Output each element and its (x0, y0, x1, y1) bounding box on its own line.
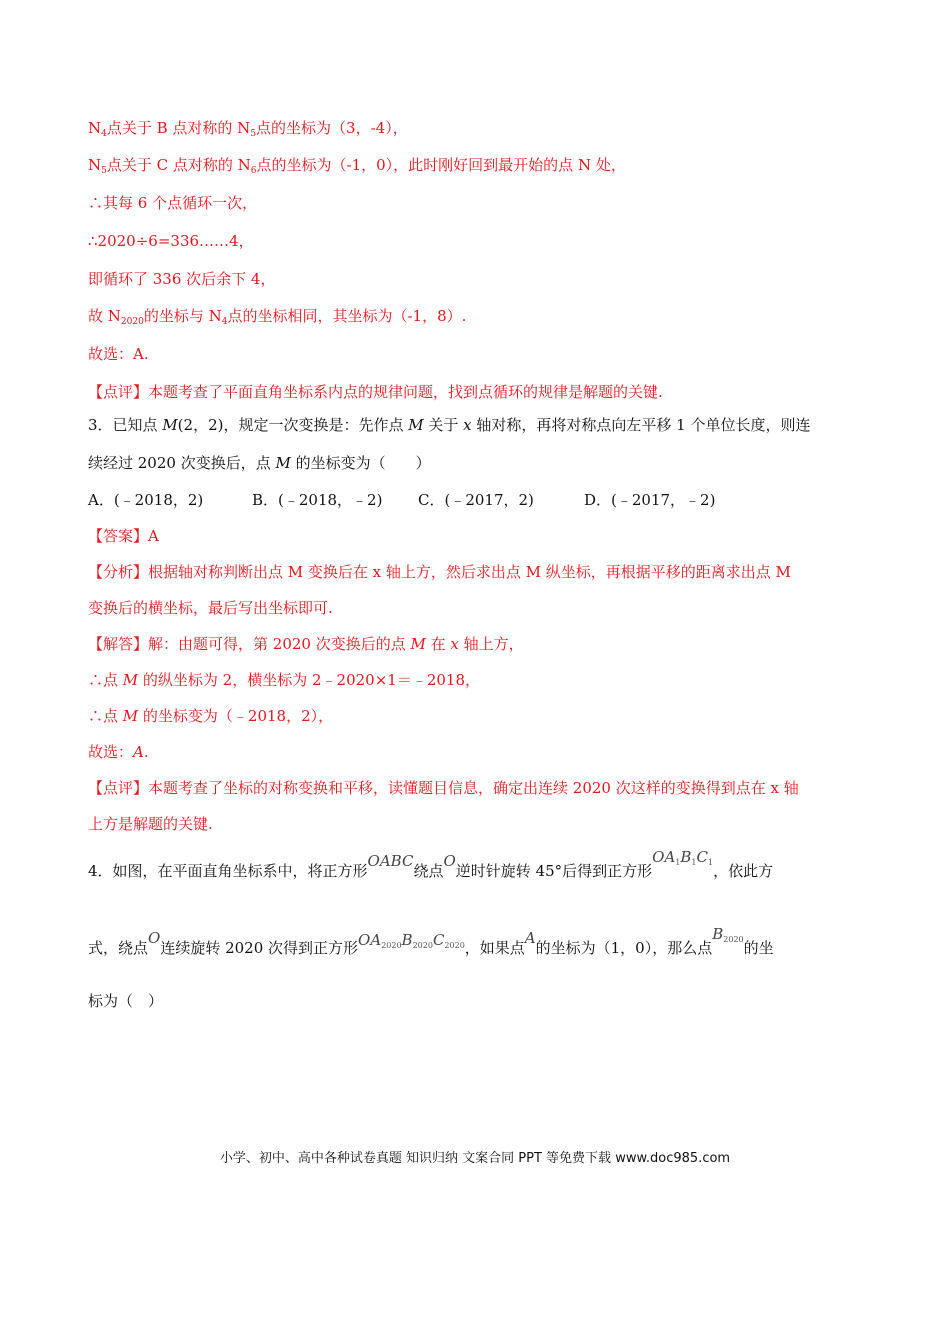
math-subscript: 1 (708, 858, 714, 867)
text-segment: 的坐标与 N (143, 307, 222, 325)
option-a: A．(﹣2018，2) (88, 491, 204, 509)
solution-line-n5-n6 (88, 154, 626, 176)
analysis-line1: 【分析】根据轴对称判断出点 M 变换后在 x 轴上方，然后求出点 M 纵坐标，再根据平移的距离求出点 M (88, 563, 791, 581)
math-var: M (122, 671, 139, 689)
subscript: 2020 (120, 317, 144, 327)
text-segment: N (88, 119, 102, 137)
math-part: B (680, 848, 692, 866)
solution3-line4 (88, 741, 149, 763)
subscript: 5 (250, 129, 257, 139)
text-segment: 故 N (88, 307, 121, 325)
math-subscript: 2020 (444, 941, 465, 950)
text-segment: N (88, 156, 102, 174)
text-segment: 3．已知点 (88, 416, 163, 434)
text-segment: 点关于 C 点对称的 N (106, 156, 251, 174)
math-expression (358, 931, 465, 949)
math-var: M (122, 707, 139, 725)
solution3-line3 (88, 705, 333, 727)
subscript: 6 (250, 166, 257, 176)
analysis-line2: 变换后的横坐标，最后写出坐标即可. (88, 599, 333, 617)
text-segment: ，依此方 (713, 862, 774, 880)
question-3-stem-line2 (88, 452, 431, 474)
solution-line-choice: 故选：A. (88, 345, 149, 363)
math-var: M (410, 635, 426, 653)
text-segment: 【解答】解：由题可得，第 2020 次变换后的点 (88, 635, 411, 653)
text-segment: 的坐 (743, 939, 774, 957)
text-segment: 的坐标变为（﹣2018，2）， (138, 707, 334, 725)
option-b: B．(﹣2018，﹣2) (252, 491, 383, 509)
comment3-line2: 上方是解题的关键. (88, 815, 213, 833)
solution3-line2 (88, 669, 480, 691)
comment-line: 【点评】本题考查了平面直角坐标系内点的规律问题，找到点循环的规律是解题的关键. (88, 383, 663, 401)
text-segment: 的坐标变为（ ） (290, 454, 431, 472)
text-segment: 续经过 2020 次变换后，点 (88, 454, 276, 472)
math-part: B (712, 925, 724, 943)
answer-line: 【答案】A (88, 527, 159, 545)
text-segment: 轴上方， (458, 635, 524, 653)
math-var: O (443, 852, 456, 870)
text-segment: 点的坐标为（3，-4）， (256, 119, 408, 137)
text-segment: 在 (425, 635, 451, 653)
math-var: A (133, 743, 144, 761)
text-segment: ，如果点 (464, 939, 525, 957)
text-segment: 4．如图，在平面直角坐标系中，将正方形 (88, 862, 368, 880)
math-subscript: 2020 (723, 935, 744, 944)
solution-line-n4-n5 (88, 117, 408, 139)
math-var: M (162, 416, 178, 434)
text-segment: 绕点 (413, 862, 444, 880)
text-segment: 点关于 B 点对称的 N (106, 119, 251, 137)
math-var: M (275, 454, 291, 472)
math-part: OA (358, 931, 382, 949)
text-segment: 轴对称，再将对称点向左平移 1 个单位长度，则连 (471, 416, 811, 434)
math-part: C (696, 848, 708, 866)
math-subscript: 2020 (381, 941, 402, 950)
text-segment: 的坐标为（1，0），那么点 (535, 939, 713, 957)
text-segment: 故选： (88, 743, 134, 761)
math-part: OA (652, 848, 676, 866)
question-3-stem-line1 (88, 414, 810, 436)
page-footer: 小学、初中、高中各种试卷真题 知识归纳 文案合同 PPT 等免费下载 www.doc985.com (219, 1151, 731, 1166)
subscript: 4 (221, 317, 228, 327)
math-expression (712, 925, 743, 943)
math-part: C (432, 931, 445, 949)
math-var: M (408, 416, 424, 434)
math-var: x (450, 635, 459, 653)
text-segment: 的纵坐标为 2，横坐标为 2﹣2020×1＝﹣2018， (138, 671, 480, 689)
math-part: B (401, 931, 413, 949)
math-var: x (463, 416, 472, 434)
math-expression (652, 848, 713, 866)
solution-line-remainder: 即循环了 336 次后余下 4， (88, 270, 276, 288)
text-segment: 点的坐标相同，其坐标为（-1，8）. (227, 307, 467, 325)
solution-line-conclusion (88, 305, 466, 327)
option-d: D．(﹣2017，﹣2) (584, 491, 716, 509)
subscript: 5 (101, 166, 107, 176)
text-segment: 点的坐标为（-1，0），此时刚好回到最开始的点 N 处， (256, 156, 626, 174)
text-segment: . (143, 743, 149, 761)
math-subscript: 1 (691, 858, 697, 867)
comment3-line1: 【点评】本题考查了坐标的对称变换和平移，读懂题目信息，确定出连续 2020 次这样的变换得到点在 x 轴 (88, 779, 799, 797)
solution3-line1 (88, 633, 524, 655)
solution-line-cycle: ∴其每 6 个点循环一次， (88, 194, 258, 212)
math-subscript: 1 (675, 858, 681, 867)
subscript: 4 (101, 129, 107, 139)
text-segment: ∴点 (88, 707, 123, 725)
math-expression: OABC (367, 852, 414, 870)
math-var: O (148, 929, 161, 947)
text-segment: 连续旋转 2020 次得到正方形 (160, 939, 359, 957)
solution-line-division: ∴2020÷6=336……4， (88, 232, 254, 250)
math-var: A (524, 929, 536, 947)
math-subscript: 2020 (412, 941, 433, 950)
question-4-stem-line1 (88, 848, 774, 888)
text-segment: (2，2)，规定一次变换是：先作点 (177, 416, 409, 434)
text-segment: ∴点 (88, 671, 123, 689)
question-4-stem-line3: 标为（ ） (88, 992, 164, 1010)
text-segment: 式，绕点 (88, 939, 149, 957)
option-c: C．(﹣2017，2) (418, 491, 534, 509)
text-segment: 关于 (423, 416, 464, 434)
question-4-stem-line2 (88, 925, 774, 965)
text-segment: 逆时针旋转 45°后得到正方形 (455, 862, 653, 880)
